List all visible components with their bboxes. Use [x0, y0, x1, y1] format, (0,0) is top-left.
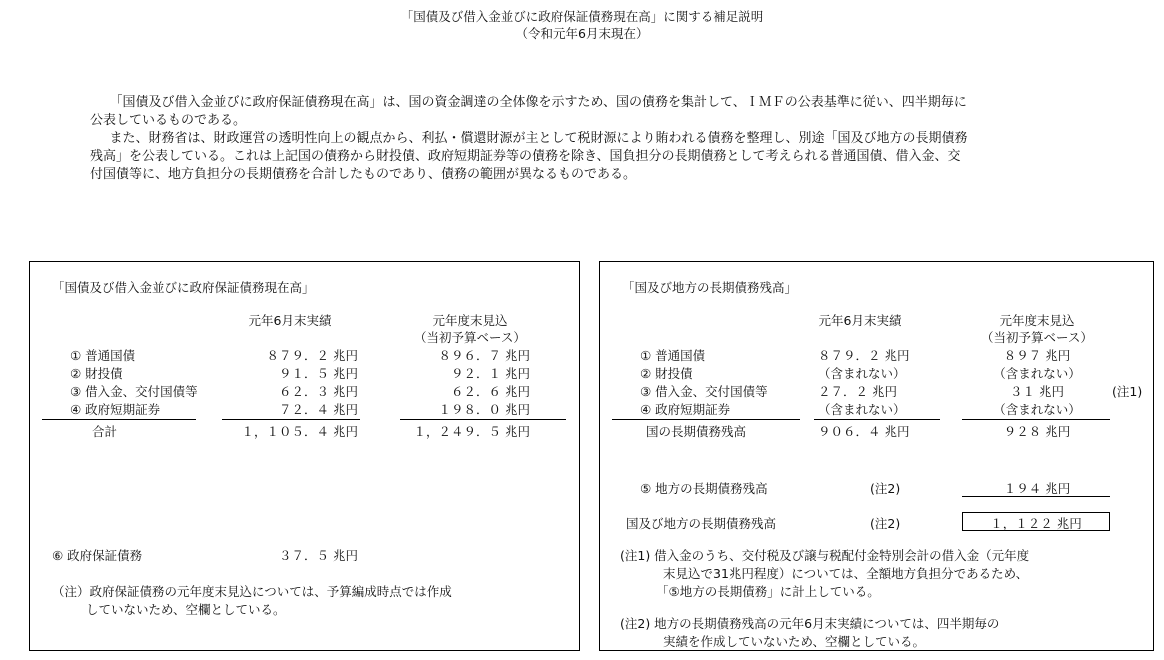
right-note1-line: (注1) 借入金のうち、交付税及び譲与税配付金特別会計の借入金（元年度: [620, 548, 1030, 563]
left-divider: [400, 419, 566, 420]
right-row-actual: （含まれない）: [818, 402, 906, 417]
intro-paragraph-1: 「国債及び借入金並びに政府保証債務現在高」は、国の資金調達の全体像を示すため、国の債務を集計して、ＩＭＦの公表基準に従い、四半期毎に公表しているものである。: [90, 95, 967, 128]
page-title: 「国債及び借入金並びに政府保証債務現在高」に関する補足説明: [400, 9, 764, 24]
right-row-actual: ２７．２ 兆円: [818, 384, 897, 399]
left-row-actual: ７２．４ 兆円: [279, 402, 358, 417]
left-guarantee-label: ⑥ 政府保証債務: [52, 548, 143, 563]
left-row-label: ④ 政府短期証券: [70, 402, 161, 417]
right-col-header-actual: 元年6月末実績: [818, 313, 902, 328]
left-divider: [42, 419, 196, 420]
left-total-forecast: １，２４９．５ 兆円: [413, 424, 530, 439]
right-divider: [962, 496, 1110, 497]
right-col-header-forecast: 元年度末見込: [999, 313, 1075, 328]
left-box-title: 「国債及び借入金並びに政府保証債務現在高」: [52, 280, 315, 295]
right-national-forecast: ９２８ 兆円: [1003, 424, 1071, 439]
right-row-forecast: ８９７ 兆円: [1003, 348, 1071, 363]
page-subtitle: （令和元年6月末現在）: [515, 26, 649, 41]
right-row-label: ③ 借入金、交付国債等: [640, 384, 768, 399]
right-local-forecast: １９４ 兆円: [1003, 481, 1071, 496]
right-combined-label: 国及び地方の長期債務残高: [626, 516, 777, 531]
right-note1-line: 末見込で31兆円程度）については、全額地方負担分であるため、: [663, 566, 1029, 581]
left-box-national-debt: [29, 261, 580, 651]
right-box-long-term-debt: [599, 261, 1154, 651]
left-col-header-forecast: 元年度末見込: [432, 313, 508, 328]
left-row-actual: ８７９．２ 兆円: [266, 348, 358, 363]
left-row-forecast: ９２．１ 兆円: [451, 366, 530, 381]
right-row-label: ① 普通国債: [640, 348, 706, 363]
right-note2-line: (注2) 地方の長期債務残高の元年6月末実績については、四半期毎の: [620, 616, 1000, 631]
right-national-actual: ９０６．４ 兆円: [818, 424, 910, 439]
right-divider: [814, 419, 940, 420]
right-divider: [962, 419, 1110, 420]
right-combined-forecast: １，１２２ 兆円: [990, 516, 1082, 531]
left-col-header-actual: 元年6月末実績: [248, 313, 332, 328]
right-note2-line: 実績を作成していないため、空欄としている。: [663, 634, 926, 649]
intro-paragraph-2: また、財務省は、財政運営の透明性向上の観点から、利払・償還財源が主として税財源により賄われる債務を整理し、別途「国及び地方の長期債務残高」を公表している。これは上記国の債務から財投債、政府短期証券等の債務を除き、国負担分の長期債務として考えられる普通国債、借入金、交付国債等に、地方負担分の長期債務を合計したものであり、債務の範囲が異なるものである。: [90, 131, 968, 182]
right-local-label: ⑤ 地方の長期債務残高: [640, 481, 768, 496]
left-total-label: 合計: [92, 424, 118, 439]
intro-text: [90, 94, 970, 184]
left-row-forecast: ６２．６ 兆円: [451, 384, 530, 399]
left-total-actual: １，１０５．４ 兆円: [241, 424, 358, 439]
left-row-actual: ９１．５ 兆円: [279, 366, 358, 381]
right-row-label: ② 財投債: [640, 366, 693, 381]
left-note-line: （注）政府保証債務の元年度末見込については、予算編成時点では作成: [52, 584, 452, 599]
left-row-actual: ６２．３ 兆円: [279, 384, 358, 399]
right-row-forecast: ３１ 兆円: [1010, 384, 1064, 399]
right-local-note-ref: (注2): [870, 481, 901, 496]
right-row-actual: （含まれない）: [818, 366, 906, 381]
right-col-header-forecast-sub: （当初予算ベース）: [981, 330, 1093, 345]
right-row-label: ④ 政府短期証券: [640, 402, 731, 417]
left-divider: [222, 419, 360, 420]
left-row-label: ② 財投債: [70, 366, 123, 381]
right-note1-line: 「⑤地方の長期債務」に計上している。: [656, 584, 880, 599]
right-divider: [612, 419, 800, 420]
left-row-forecast: ８９６．７ 兆円: [438, 348, 530, 363]
right-row-forecast: （含まれない）: [993, 402, 1081, 417]
right-national-label: 国の長期債務残高: [646, 424, 747, 439]
right-row-forecast: （含まれない）: [993, 366, 1081, 381]
left-note-line: していないため、空欄としている。: [86, 602, 286, 617]
left-row-forecast: １９８．０ 兆円: [438, 402, 530, 417]
left-guarantee-actual: ３７．５ 兆円: [279, 548, 358, 563]
right-row-note-ref: (注1): [1112, 384, 1143, 399]
right-row-actual: ８７９．２ 兆円: [818, 348, 910, 363]
left-row-label: ① 普通国債: [70, 348, 136, 363]
left-col-header-forecast-sub: （当初予算ベース）: [414, 330, 526, 345]
right-box-title: 「国及び地方の長期債務残高」: [622, 280, 798, 295]
right-combined-note-ref: (注2): [870, 516, 901, 531]
left-row-label: ③ 借入金、交付国債等: [70, 384, 198, 399]
